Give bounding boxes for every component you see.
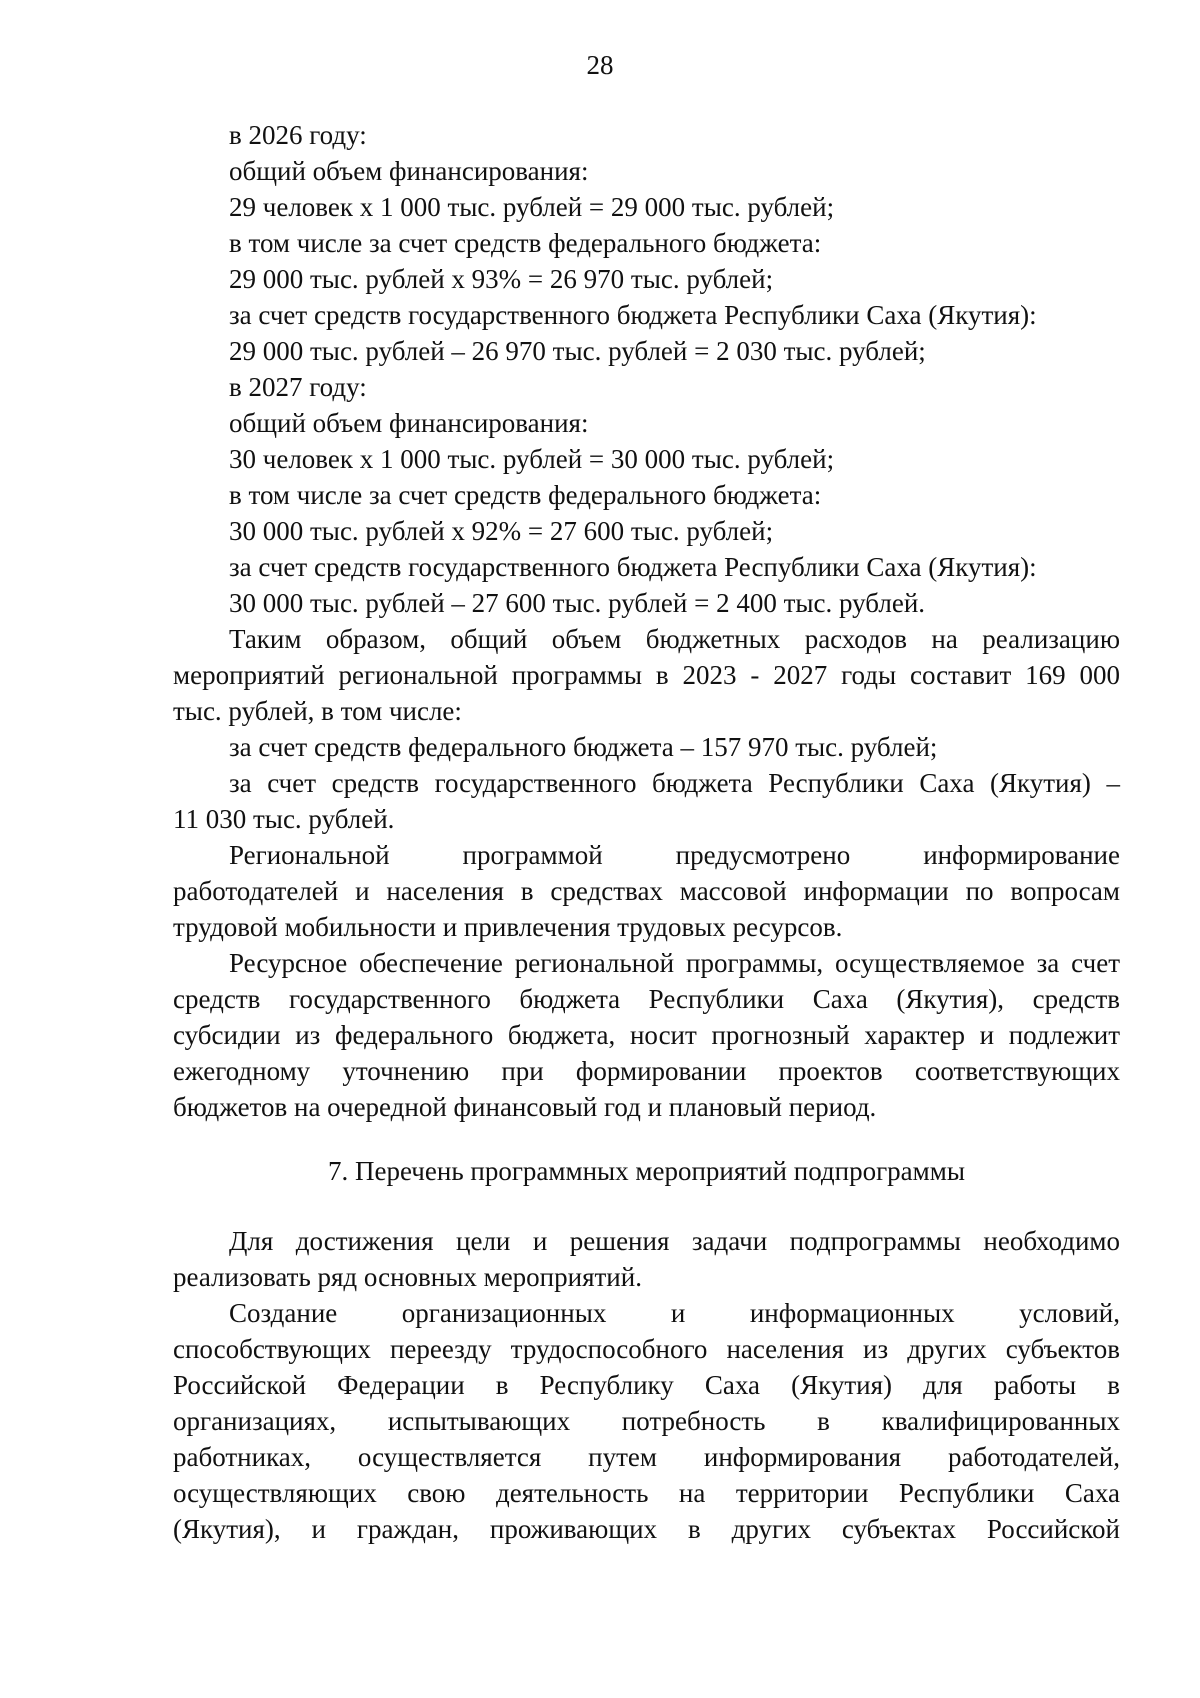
calc-2027-line: в том числе за счет средств федерального бюджета: xyxy=(229,480,822,510)
calc-2027-line: за счет средств государственного бюджета Республики Саха (Якутия): xyxy=(229,552,1037,582)
calc-2027-line: общий объем финансирования: xyxy=(229,408,589,438)
document-body xyxy=(173,117,1120,1547)
creation-line: Российской Федерации в Республику Саха (Якутия) для работы в xyxy=(173,1370,1120,1400)
calc-2027-line: 30 человек х 1 000 тыс. рублей = 30 000 тыс. рублей; xyxy=(229,444,835,474)
resources-line: субсидии из федерального бюджета, носит прогнозный характер и подлежит xyxy=(173,1020,1120,1050)
calc-2026-line: 29 000 тыс. рублей х 93% = 26 970 тыс. рублей; xyxy=(229,264,774,294)
resources-line: ежегодному уточнению при формировании проектов соответствующих xyxy=(173,1056,1120,1086)
creation-line: работниках, осуществляется путем информирования работодателей, xyxy=(173,1442,1120,1472)
informing-line: работодателей и населения в средствах массовой информации по вопросам xyxy=(173,876,1120,906)
creation-line: (Якутия), и граждан, проживающих в других субъектах Российской xyxy=(173,1514,1120,1544)
federal-budget-line: за счет средств федерального бюджета – 157 970 тыс. рублей; xyxy=(229,732,938,762)
calc-2026-line: в том числе за счет средств федерального бюджета: xyxy=(229,228,822,258)
calc-2027-line: 30 000 тыс. рублей х 92% = 27 600 тыс. рублей; xyxy=(229,516,774,546)
republic-budget-line: за счет средств государственного бюджета Республики Саха (Якутия) – xyxy=(229,768,1120,798)
resources-line: Ресурсное обеспечение региональной программы, осуществляемое за счет xyxy=(229,948,1120,978)
resources-line: бюджетов на очередной финансовый год и плановый период. xyxy=(173,1092,877,1122)
goal-line: реализовать ряд основных мероприятий. xyxy=(173,1262,642,1292)
creation-line: способствующих переезду трудоспособного населения из других субъектов xyxy=(173,1334,1120,1364)
creation-line: Создание организационных и информационных условий, xyxy=(229,1298,1120,1328)
summary-line: тыс. рублей, в том числе: xyxy=(173,696,462,726)
calc-2026-line: за счет средств государственного бюджета Республики Саха (Якутия): xyxy=(229,300,1037,330)
calc-2027-line: в 2027 году: xyxy=(229,372,367,402)
summary-line: мероприятий региональной программы в 2023 - 2027 годы составит 169 000 xyxy=(173,660,1120,690)
summary-line: Таким образом, общий объем бюджетных расходов на реализацию xyxy=(229,624,1120,654)
creation-line: организациях, испытывающих потребность в квалифицированных xyxy=(173,1406,1120,1436)
republic-budget-line: 11 030 тыс. рублей. xyxy=(173,804,395,834)
section-heading: 7. Перечень программных мероприятий подпрограммы xyxy=(328,1156,965,1186)
informing-line: трудовой мобильности и привлечения трудовых ресурсов. xyxy=(173,912,843,942)
page-number: 28 xyxy=(586,50,614,80)
calc-2026-line: в 2026 году: xyxy=(229,120,367,150)
calc-2027-line: 30 000 тыс. рублей – 27 600 тыс. рублей = 2 400 тыс. рублей. xyxy=(229,588,926,618)
informing-line: Региональной программой предусмотрено информирование xyxy=(229,840,1120,870)
goal-line: Для достижения цели и решения задачи подпрограммы необходимо xyxy=(229,1226,1120,1256)
calc-2026-line: 29 человек х 1 000 тыс. рублей = 29 000 тыс. рублей; xyxy=(229,192,835,222)
calc-2026-line: 29 000 тыс. рублей – 26 970 тыс. рублей = 2 030 тыс. рублей; xyxy=(229,336,926,366)
calc-2026-line: общий объем финансирования: xyxy=(229,156,589,186)
resources-line: средств государственного бюджета Республики Саха (Якутия), средств xyxy=(173,984,1120,1014)
creation-line: осуществляющих свою деятельность на территории Республики Саха xyxy=(173,1478,1120,1508)
